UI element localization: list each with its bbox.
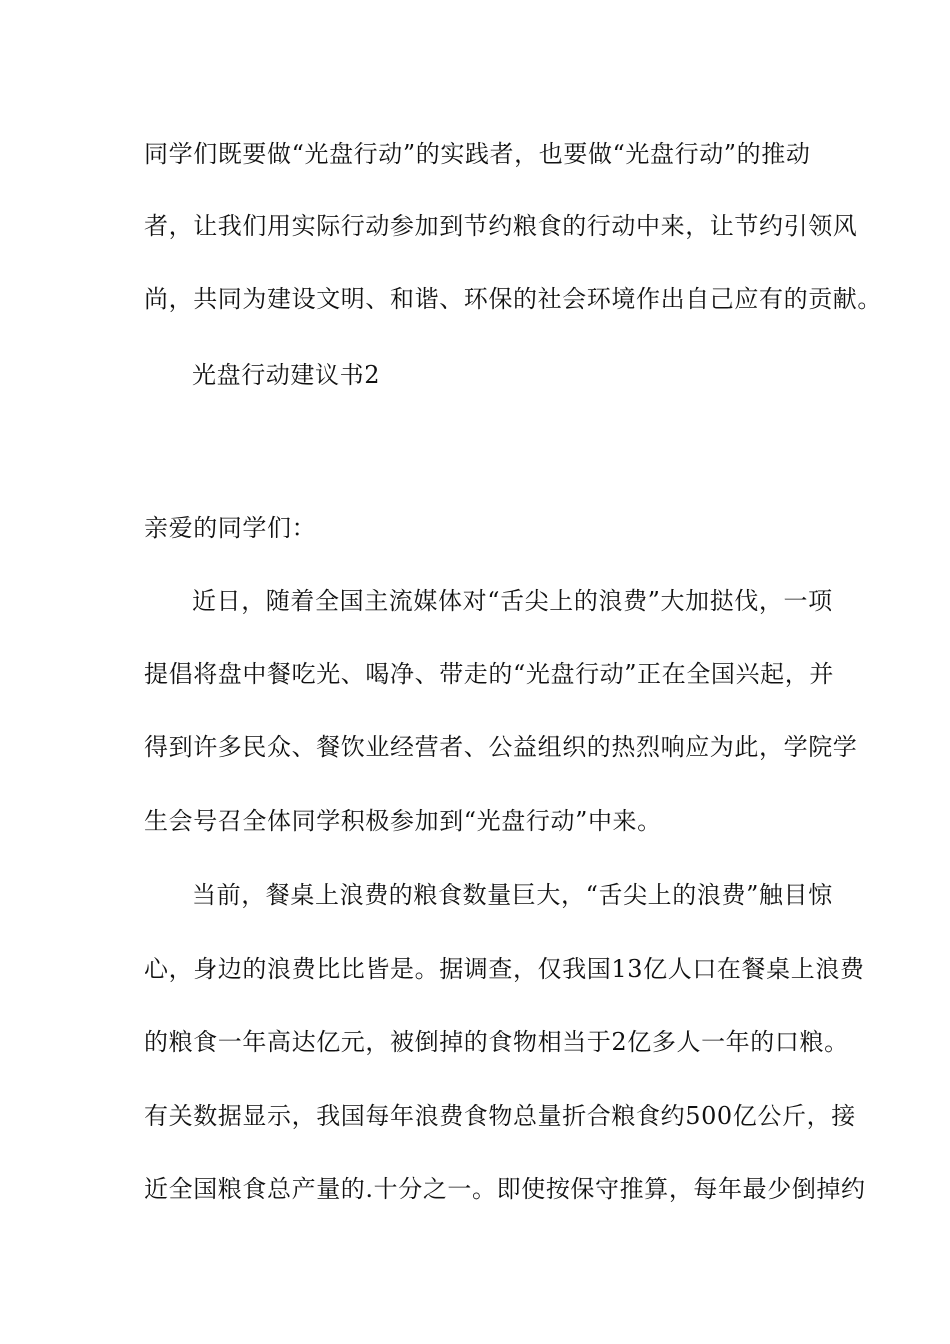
paragraph-line: 生会号召全体同学积极参加到“光盘行动”中来。 xyxy=(144,807,662,835)
salutation: 亲爱的同学们： xyxy=(144,514,317,542)
paragraph-line: 当前，餐桌上浪费的粮食数量巨大，“舌尖上的浪费”触目惊 xyxy=(192,881,833,909)
paragraph-line: 有关数据显示，我国每年浪费食物总量折合粮食约500亿公斤，接 xyxy=(144,1102,856,1130)
paragraph-line: 者，让我们用实际行动参加到节约粮食的行动中来，让节约引领风 xyxy=(144,212,858,240)
paragraph-line: 的粮食一年高达亿元，被倒掉的食物相当于2亿多人一年的口粮。 xyxy=(144,1028,849,1056)
paragraph-line: 提倡将盘中餐吃光、喝净、带走的“光盘行动”正在全国兴起，并 xyxy=(144,660,834,688)
paragraph-line: 心，身边的浪费比比皆是。据调查，仅我国13亿人口在餐桌上浪费 xyxy=(144,955,865,983)
paragraph-line: 得到许多民众、餐饮业经营者、公益组织的热烈响应为此，学院学 xyxy=(144,733,858,761)
paragraph-line: 近全国粮食总产量的.十分之一。即使按保守推算，每年最少倒掉约 xyxy=(144,1175,866,1203)
section-title: 光盘行动建议书2 xyxy=(192,361,381,389)
paragraph-line: 同学们既要做“光盘行动”的实践者，也要做“光盘行动”的推动 xyxy=(144,140,811,168)
paragraph-line: 近日，随着全国主流媒体对“舌尖上的浪费”大加挞伐，一项 xyxy=(192,587,833,615)
paragraph-line: 尚，共同为建设文明、和谐、环保的社会环境作出自己应有的贡献。 xyxy=(144,285,882,313)
